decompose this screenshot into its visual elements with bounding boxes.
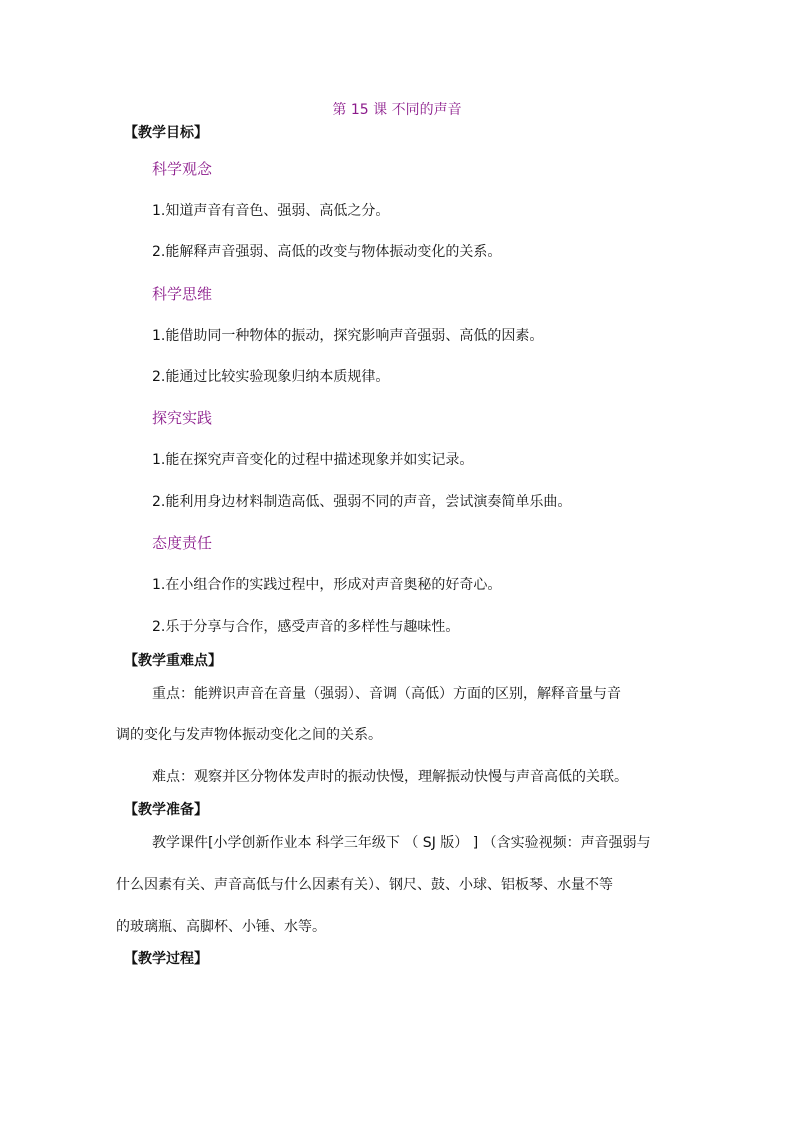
- keypoint-focus: 重点：能辨识声音在音量（强弱）、音调（高低）方面的区别，解释音量与音: [152, 686, 621, 702]
- goal-item: 2.能通过比较实验现象归纳本质规律。: [152, 369, 390, 385]
- subheading-science-concepts: 科学观念: [152, 160, 213, 178]
- goal-item: 2.能解释声音强弱、高低的改变与物体振动变化的关系。: [152, 244, 502, 260]
- goal-item: 2.能利用身边材料制造高低、强弱不同的声音，尝试演奏简单乐曲。: [152, 494, 572, 510]
- keypoint-difficulty: 难点：观察并区分物体发声时的振动快慢，理解振动快慢与声音高低的关联。: [152, 769, 628, 785]
- keypoint-focus-continued: 调的变化与发声物体振动变化之间的关系。: [116, 727, 382, 743]
- preparation-text-continued: 的玻璃瓶、高脚杯、小锤、水等。: [116, 919, 326, 935]
- subheading-science-thinking: 科学思维: [152, 285, 213, 303]
- section-heading-preparation: 【教学准备】: [124, 802, 208, 818]
- subheading-attitude-responsibility: 态度责任: [152, 534, 213, 552]
- preparation-text: 教学课件[小学创新作业本 科学三年级下 （ SJ 版） ] （含实验视频：声音强弱与: [152, 835, 651, 851]
- section-heading-keypoints: 【教学重难点】: [124, 653, 222, 669]
- goal-item: 1.能借助同一种物体的振动，探究影响声音强弱、高低的因素。: [152, 328, 544, 344]
- goal-item: 1.知道声音有音色、强弱、高低之分。: [152, 203, 390, 219]
- goal-item: 1.能在探究声音变化的过程中描述现象并如实记录。: [152, 452, 474, 468]
- section-heading-goals: 【教学目标】: [124, 125, 208, 141]
- goal-item: 1.在小组合作的实践过程中，形成对声音奥秘的好奇心。: [152, 577, 502, 593]
- section-heading-process: 【教学过程】: [124, 951, 208, 967]
- subheading-inquiry-practice: 探究实践: [152, 409, 213, 427]
- lesson-title: 第 15 课 不同的声音: [332, 102, 462, 118]
- goal-item: 2.乐于分享与合作，感受声音的多样性与趣味性。: [152, 619, 460, 635]
- preparation-text-continued: 什么因素有关、声音高低与什么因素有关）、钢尺、鼓、小球、铝板琴、水量不等: [116, 877, 613, 893]
